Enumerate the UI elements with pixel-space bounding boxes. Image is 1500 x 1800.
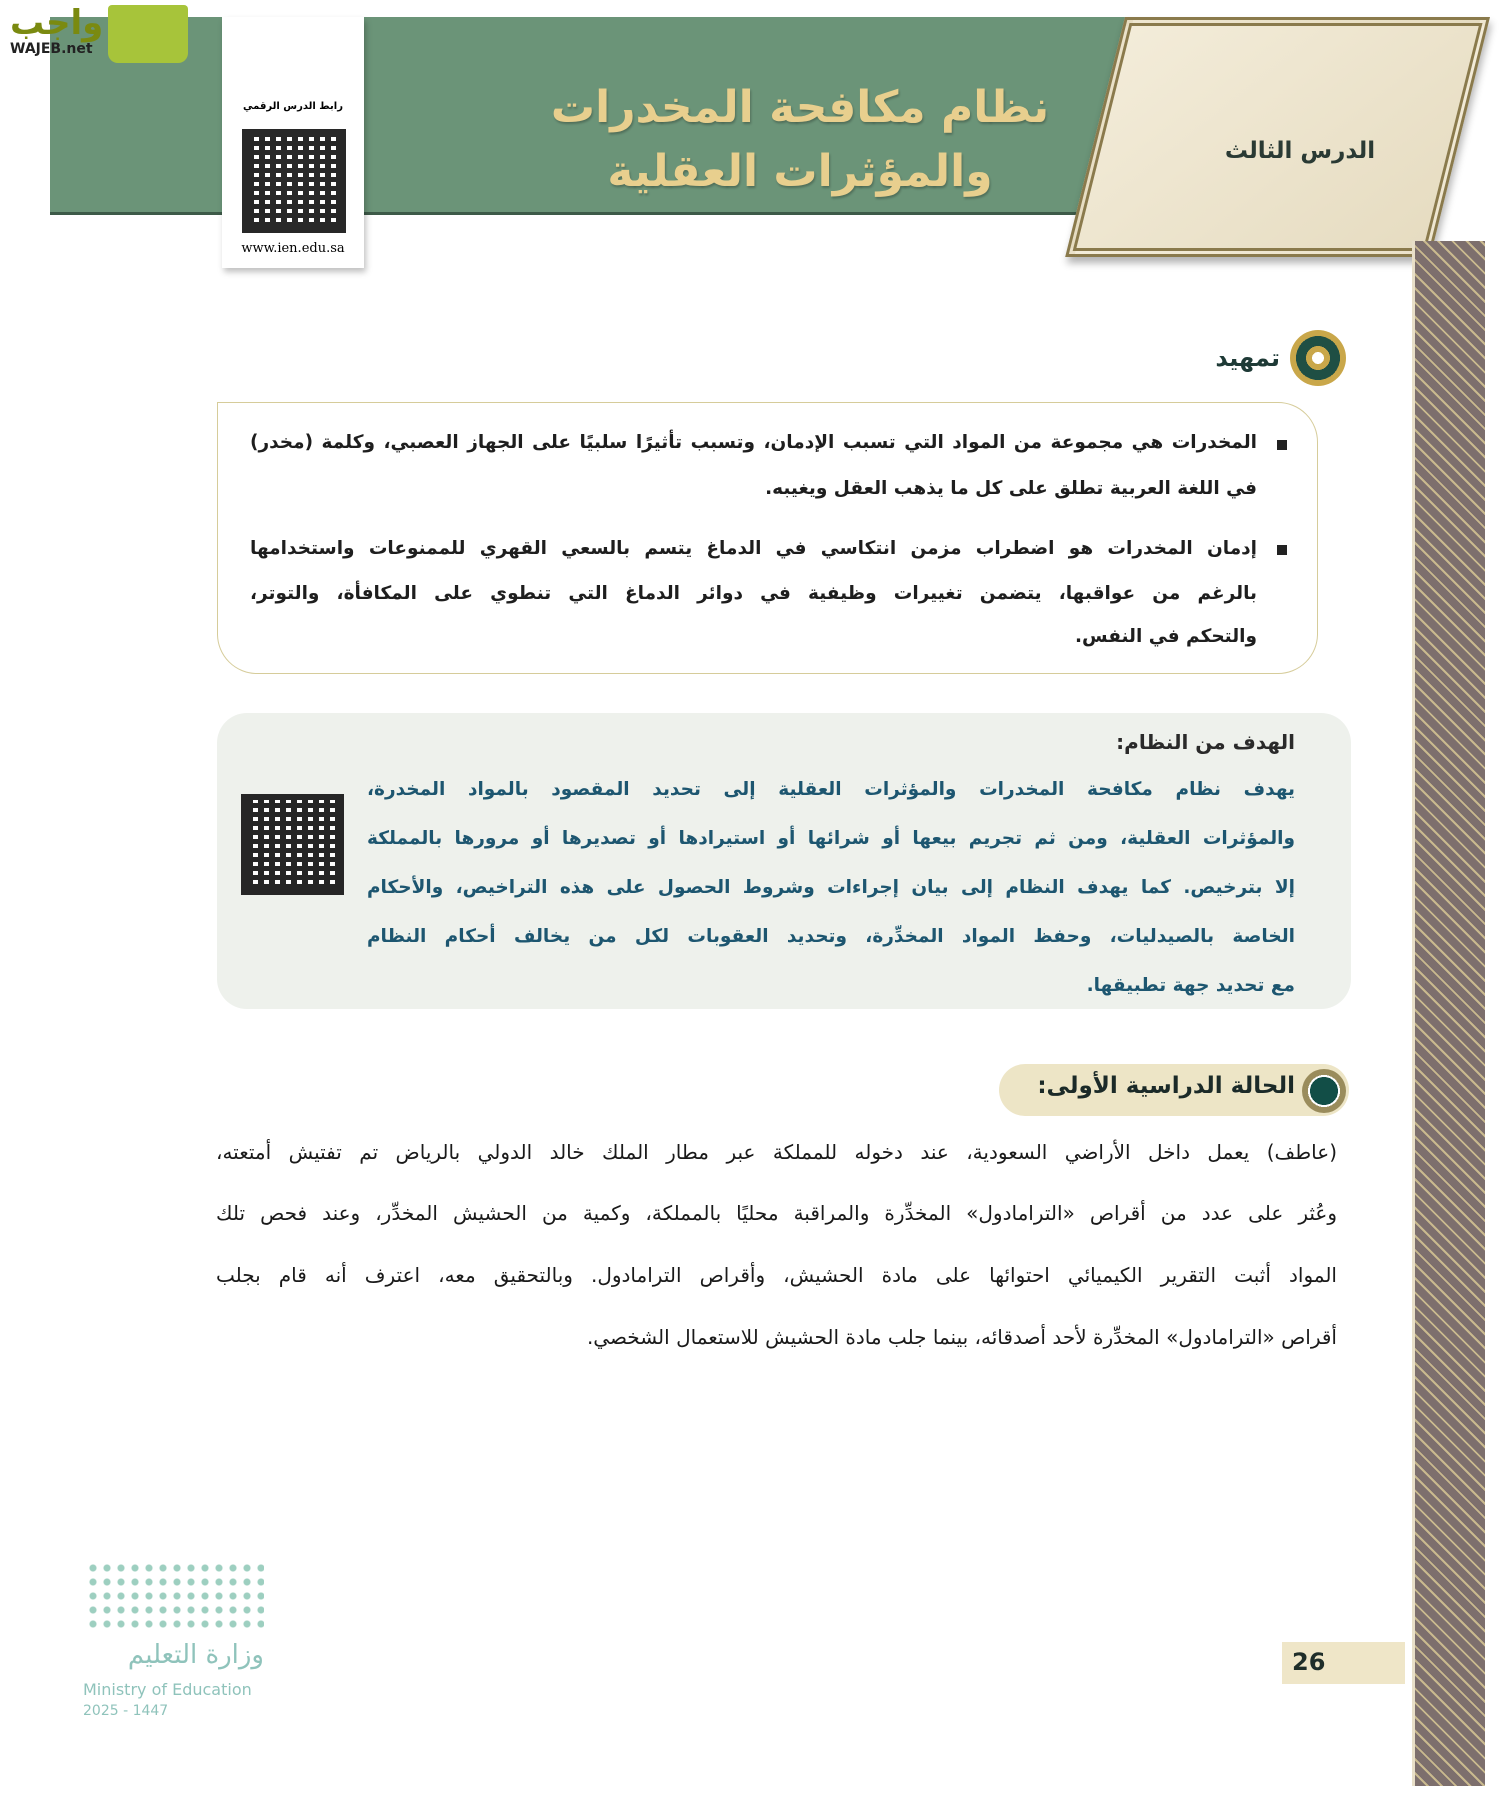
page-number: 26: [1282, 1642, 1405, 1684]
ministry-name-en: Ministry of Education: [83, 1680, 252, 1699]
intro-line: إدمان المخدرات هو اضطراب مزمن انتكاسي في الدماغ يتسم بالسعي القهري للممنوعات واستخدامها: [250, 538, 1257, 559]
book-icon: [108, 5, 188, 63]
logo-en: WAJEB.net: [10, 41, 93, 58]
goal-line: الخاصة بالصيدليات، وحفظ المواد المخدِّرة، وتحديد العقوبات لكل من يخالف أحكام النظام: [367, 926, 1295, 947]
flower-icon: [1290, 330, 1346, 386]
bullet-icon: [1277, 545, 1287, 555]
logo-ar: واجب: [10, 3, 104, 43]
lesson-title-line1: نظام مكافحة المخدرات: [550, 82, 1050, 133]
lesson-number: الدرس الثالث: [1224, 138, 1376, 164]
wajeb-logo: [10, 5, 103, 58]
case-line: وعُثر على عدد من أقراص «الترامادول» المخدِّرة والمراقبة محليًا بالمملكة، وكمية من الحشيش المخدِّر، وعند فحص تلك: [216, 1201, 1337, 1225]
ministry-dots-logo: [86, 1561, 264, 1629]
edition-year: 2025 - 1447: [83, 1703, 169, 1719]
goal-heading: الهدف من النظام:: [1116, 730, 1295, 754]
case-heading: الحالة الدراسية الأولى:: [1037, 1073, 1295, 1099]
goal-line: إلا بترخيص. كما يهدف النظام إلى بيان إجراءات وشروط الحصول على هذه التراخيص، والأحكام: [367, 877, 1295, 898]
intro-line: والتحكم في النفس.: [1075, 626, 1257, 647]
decorative-pattern-strip: [1412, 241, 1485, 1786]
case-line: (عاطف) يعمل داخل الأراضي السعودية، عند دخوله للمملكة عبر مطار الملك خالد الدولي بالرياض تم تفتيش أمتعته،: [216, 1140, 1337, 1164]
ministry-name-ar: وزارة التعليم: [127, 1640, 264, 1670]
sun-icon: [1302, 1069, 1346, 1113]
intro-line: بالرغم من عواقبها، يتضمن تغييرات وظيفية في دوائر الدماغ التي تنطوي على المكافأة، والتوتر،: [250, 583, 1257, 604]
goal-line: مع تحديد جهة تطبيقها.: [1086, 975, 1295, 996]
case-line: أقراص «الترامادول» المخدِّرة لأحد أصدقائه، بينما جلب مادة الحشيش للاستعمال الشخصي.: [586, 1325, 1337, 1349]
goal-qr-code[interactable]: [241, 794, 344, 895]
qr-code[interactable]: [242, 129, 346, 233]
intro-heading: تمهيد: [1215, 344, 1280, 372]
case-line: المواد أثبت التقرير الكيميائي احتوائها على مادة الحشيش، وأقراص الترامادول. وبالتحقيق معه، اعترف أنه قام بجلب: [216, 1263, 1337, 1287]
qr-caption: رابط الدرس الرقمي: [243, 101, 343, 112]
lesson-title-line2: والمؤثرات العقلية: [607, 146, 993, 197]
goal-line: والمؤثرات العقلية، ومن ثم تجريم بيعها أو شرائها أو استيرادها أو تصديرها أو مرورها بالمملكة: [367, 828, 1295, 849]
intro-line: المخدرات هي مجموعة من المواد التي تسبب الإدمان، وتسبب تأثيرًا سلبيًا على الجهاز العصبي، وكلمة (مخدر): [250, 432, 1257, 453]
intro-line: في اللغة العربية تطلق على كل ما يذهب العقل ويغيبه.: [765, 478, 1257, 499]
lesson-label-parchment: [1065, 17, 1490, 257]
digital-lesson-card: [222, 17, 364, 268]
bullet-icon: [1277, 440, 1287, 450]
goal-line: يهدف نظام مكافحة المخدرات والمؤثرات العقلية إلى تحديد المقصود بالمواد المخدرة،: [367, 779, 1295, 800]
goal-box: [217, 713, 1351, 1009]
qr-url[interactable]: www.ien.edu.sa: [241, 241, 345, 256]
